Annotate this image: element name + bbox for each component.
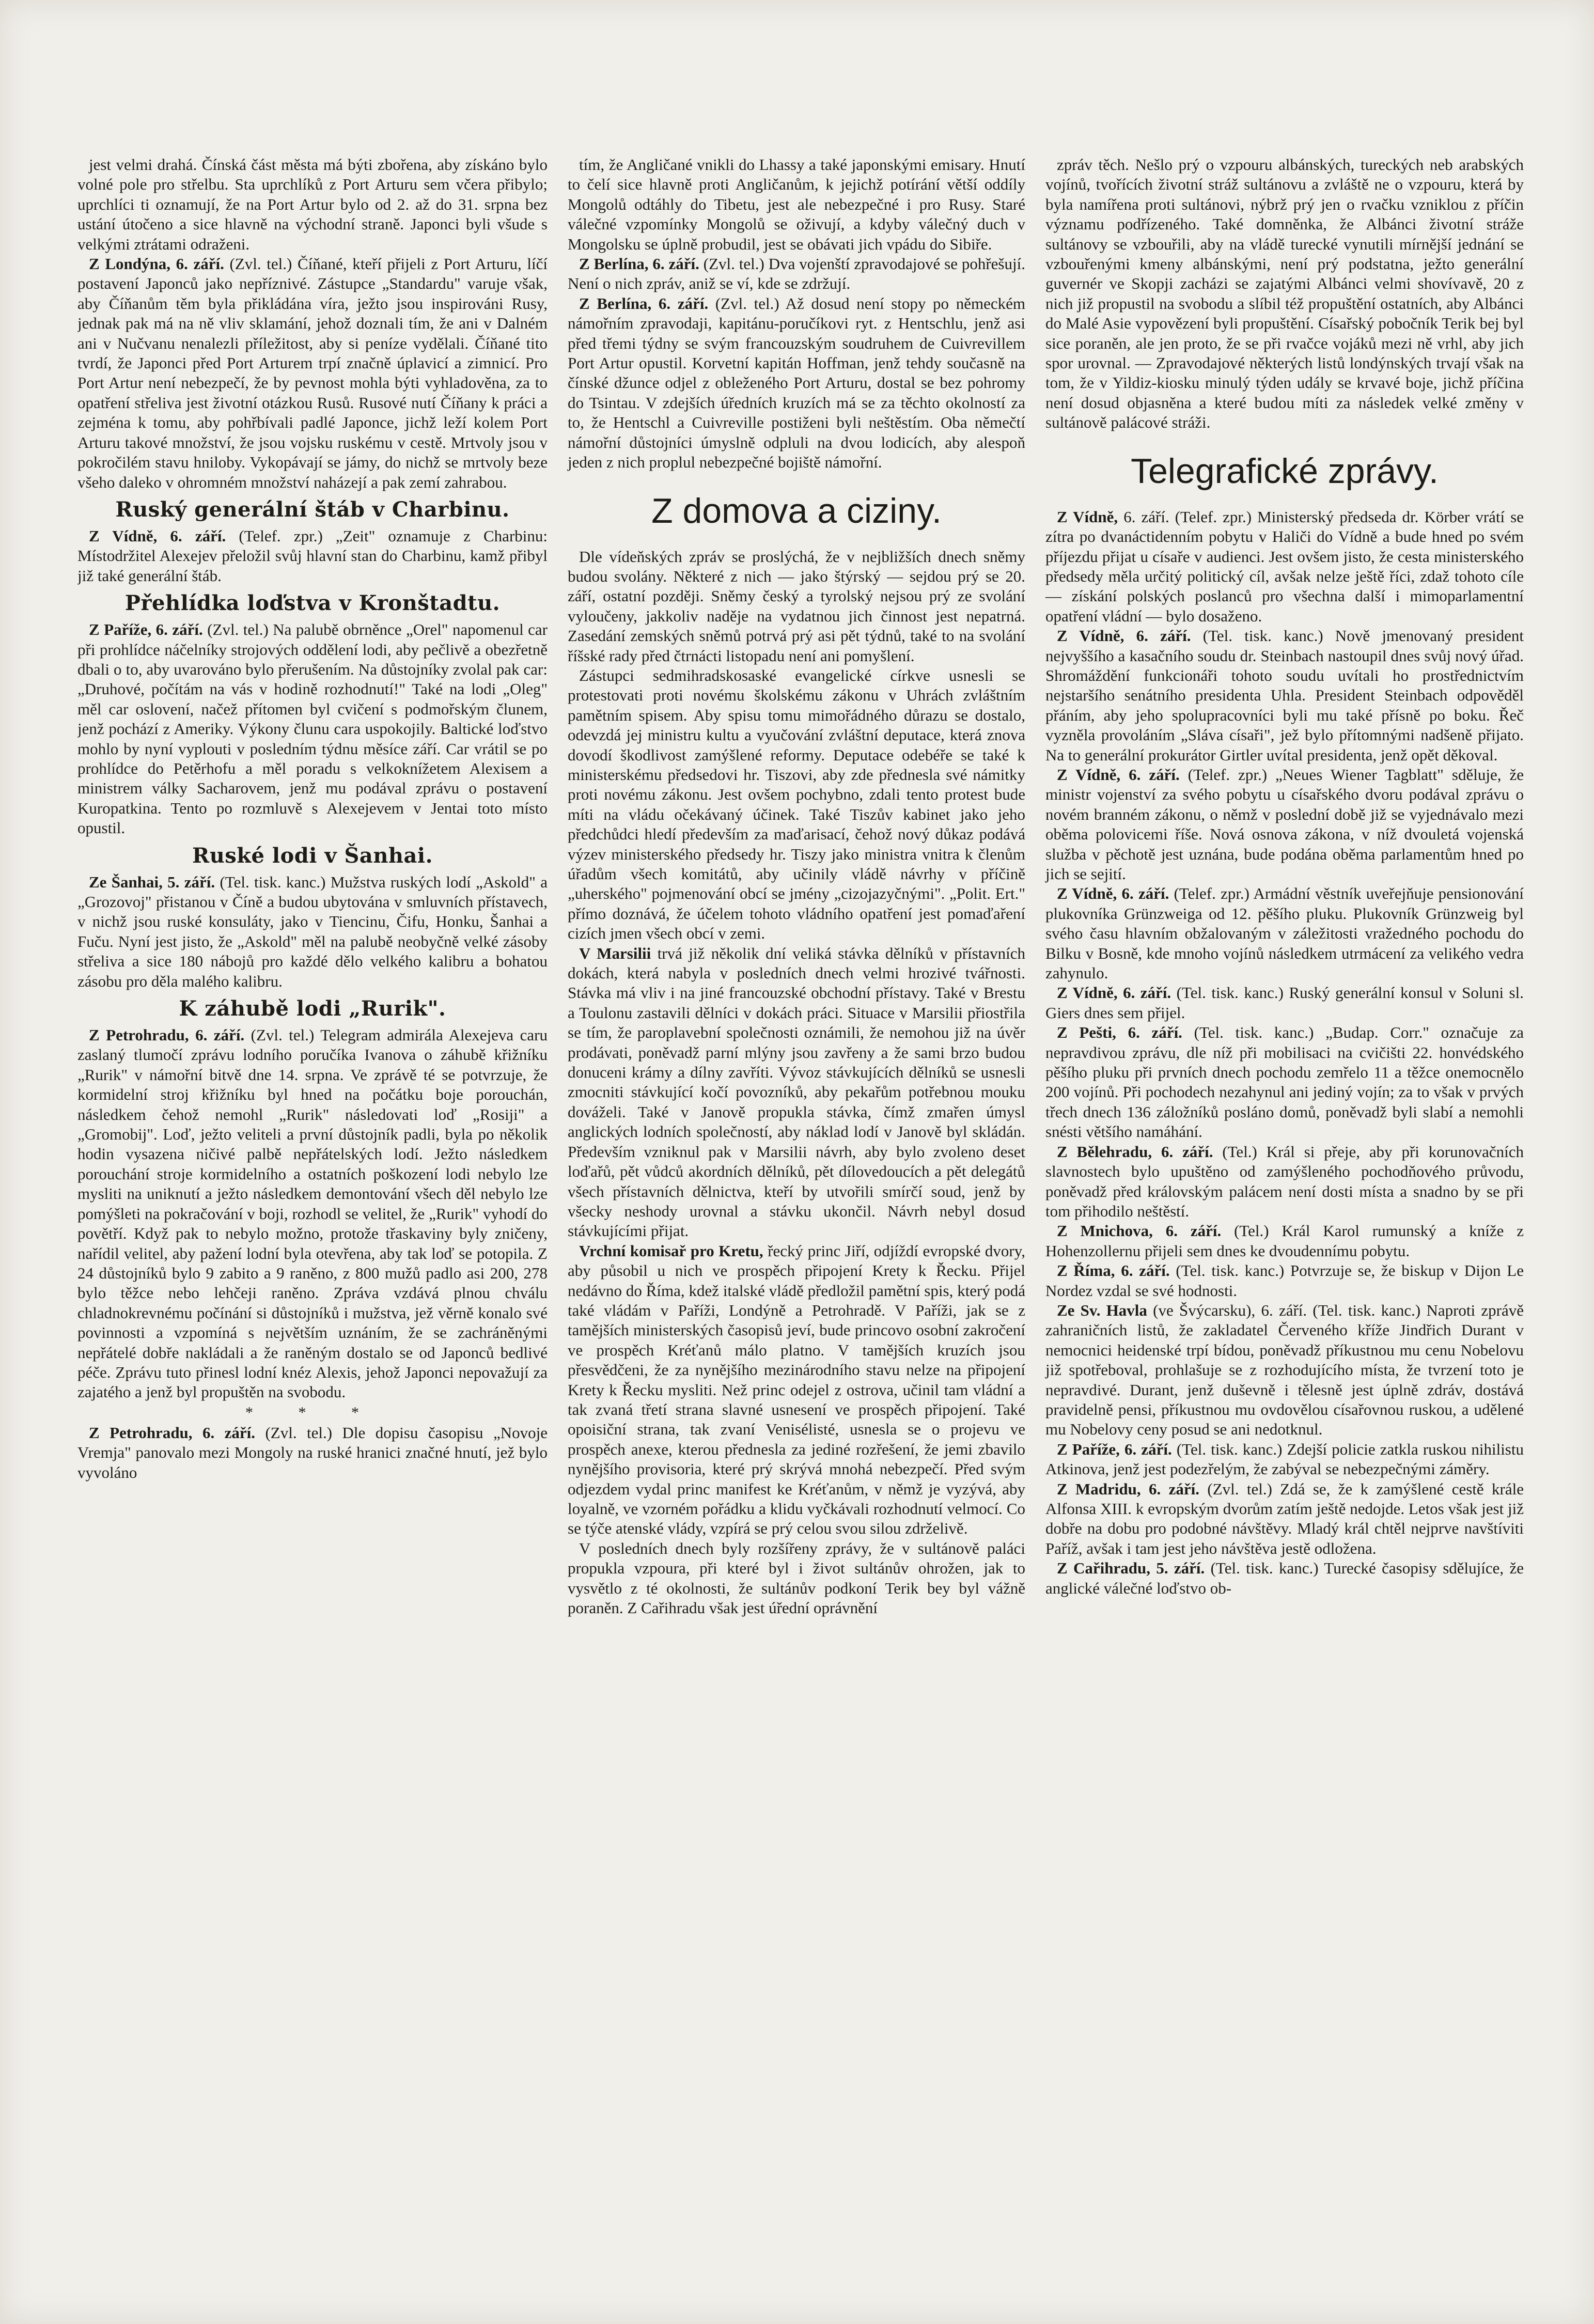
article-rurik: [77, 1025, 548, 1402]
article-text: (Tel. tisk. kanc.) Mužstva ruských lodí „Askold" a „Grozovoj" přistanou v Číně a budou ubytována v smluvních přístavech, v nichž jsou ruské konsuláty, jako v Tiencinu, Čifu, Honku, Šanhai a Fuču. Nyní jest jisto, že „Askold" měl na palubě neobyčně velké zásoby střeliva a sice 180 nábojů pro každé dělo velkého kalibru a bohatou zásobu pro děla malého kalibru.: [77, 872, 548, 990]
headline-rurik: K záhubě lodi „Rurik".: [179, 996, 446, 1021]
dateline: Z Petrohradu, 6. září.: [89, 1026, 245, 1044]
article-text: (Zvl. tel.) Číňané, kteří přijeli z Port Arturu, líčí postavení Japonců jako nepříznivé. Zástupce „Standardu" varuje však, aby Číňanům těm byla přikládána víra, ježto jsou inspirováni Rusy, jednak pak má na ně vliv sklamání, jehož doznali tím, že ani v Dalném ani v Nučvanu nenalezli příležitost, aby si peníze vydělali. Číňané tito tvrdí, že Japonci před Port Arturem trpí značně úplavicí a zimnicí. Pro Port Artur není nebezpečí, že by pevnost mohla býti vyhladověna, za to opatření střeliva jest životní otázkou Rusů. Rusové nutí Číňany k práci a zejména k tomu, aby pohřbívali padlé Japonce, jichž leží kolem Port Arturu takové množství, že jsou vojsku ruskému v cestě. Mrtvoly jsou v pokročilém stavu hniloby. Vykopávají se jámy, do nichž se mrtvoly beze všeho daleko v ohromném množství naházejí a pak zemí zahrabou.: [77, 255, 548, 491]
article-ships-shanghai: [77, 872, 548, 991]
dateline: Z Berlína, 6. září.: [579, 255, 699, 273]
dateline: Z Paříže, 6. září.: [89, 620, 203, 639]
article-text: (Zvl. tel.) Dva vojenští zpravodajové se pohřešují. Není o nich zpráv, aniž se ví, kde se zdržují.: [568, 255, 1025, 293]
telegram-st-gallen: [1045, 1301, 1524, 1440]
dateline: Z Pešti, 6. září.: [1057, 1023, 1182, 1042]
dateline: Z Cařihradu, 5. září.: [1057, 1559, 1205, 1578]
dateline: Z Vídně, 6. září.: [89, 526, 226, 545]
article-text: (Tel. tisk. kanc.) „Budap. Corr." označuje za nepravdivou zprávu, dle níž při mobilisaci na cvičišti 22. honvédského pěšího pluku při prvních dnech pochodu zemřelo 11 a těžce onemocnělo 200 vojínů. Při pochodech nezahynul ani jediný vojín; za to však v prvých třech dnech 136 záložníků posláno domů, poněvadž byli slabí a nemohli snésti většího namáhání.: [1045, 1023, 1524, 1141]
article-sultan-continued: zpráv těch. Nešlo prý o vzpouru albánských, tureckých neb arabských vojínů, tvořících životní stráž sultánovu a zvláště ne o vzpouru, která by byla namířena proti sultánovi, nýbrž prý jen o rvačku vzniklou z příčin významu podřízeného. Také domněnka, že Albánci životní stráže sultánovy se vzbouřili, aby na vládě turecké vynutili mírnější jednání se vzbouřenými kmeny albánskými, není prý podstatna, ježto generální guvernér ve Skopji zacházi se zajatými Albánci velmi shovívavě, 20 z nich již propustil na svobodu a slíbil též propuštění ostatních, aby Albánci do Malé Asie vypovězení byli propuštění. Císařský pobočník Terik bej byl sice poraněn, ale jen proto, že se při rvačce vojáků mezi ně vrhl, aby jich spor urovnal. — Zpravodajové některých listů londýnských trvají však na tom, že v Yildiz-kiosku minulý týden udály se krvavé boje, jichž příčina není dosud objasněna a které budou míti za následek velké změny v sultánově palácové stráži.: [1045, 155, 1524, 432]
article-text: trvá již několik dní veliká stávka dělníků v přístavních dokách, která nabyla v posledních dnech velmi hrozivé tvářnosti. Stávka má vliv i na jiné francouzské obchodní přístavy. Také v Brestu a Toulonu zastavili dělníci v dokách práci. Situace v Marsilii přiostřila se tím, že paroplavební společnosti oznámili, že nemohou již na úvěr prodávati, poněvadž parní mlýny jsou zavřeny a že sami brzo budou donuceni krámy a dílny zavříti. Vývoz stávkujících dělníků se usnesli zmocniti stávkující kočí povozníků, aby pekařům potřebnou mouku dováželi. Také v Janově propukla stávka, čímž zmařen úmysl anglických lodních společností, aby náklad lodí v Janově byl skládán. Především vzniknul pak v Marsilii návrh, aby bylo zvoleno deset loďařů, pět vůdců akordních dělníků, pět dílovedoucích a pět delegátů všech přístavních dělnictva, kteří by utvořili smírčí soud, jenž by všecky neshody urovnal a stávku ukončil. Návrh nebyl dosud stávkujícími přijat.: [568, 944, 1025, 1240]
dateline: Z Londýna, 6. září.: [89, 255, 224, 273]
article-text: (Tel. tisk. kanc.) Nově jmenovaný president nejvyššího a kasačního soudu dr. Steinbach nastoupil dnes svůj nový úřad. Shromáždění funkcionáři tohoto soudu uvítali ho prostřednictvím nejstaršího senátního presidenta Uhla. President Steinbach odpověděl přáním, aby jeho spolupracovníci byli mu také přísně po boku. Řeč vyzněla provoláním „Sláva císaři", jež bylo přítomnými nadšeně přijato. Na to generální prokurátor Girtler uvítal presidenta, jenž opět děkoval.: [1045, 627, 1524, 764]
article-mongols-continued: tím, že Angličané vnikli do Lhassy a také japonskými emisary. Hnutí to čelí sice hlavně proti Angličanům, k jejichž potírání větší oddíly Mongolů odtáhly do Tibetu, jest ale nebezpečné i pro Rusy. Staré válečné vzpomínky Mongolů se oživují, a kdyby válečný duch v Mongolsku se úplně probudil, jest se obávati jich vpádu do Sibiře.: [568, 155, 1025, 253]
article-text: řecký princ Jiří, odjíždí evropské dvory, aby působil u nich ve prospěch připojení Krety k Řecku. Přijel nedávno do Říma, kdež italské vládě předložil pamětní spis, který podá také vládám v Paříži, Londýně a Petrohradě. V Paříži, jak se z tamějších ministerských časopisů jeví, bude princovo osobní zakročení ve prospěch Kréťanů málo platno. V tamějších kruzích jsou přesvědčeni, že za nynějšího mezinárodního stavu nelze na připojení Krety k Řecku mysliti. Než princ odejel z ostrova, učinil tam vládní a tak zvaná třetí strana slavné usnesení ve prospěch připojení. Také opoisiční strana, tak zvaní Venisélisté, usnesla se o projevu ve prospěch anexe, kterou přednesla za jediné rozřešení, že jemi zbavilo nynějšího provisoria, které prý skrývá mnohá nebezpečí. Před svým odjezdem vydal princ manifest ke Kréťanům, v němž je vyzývá, aby loyalně, ve vzorném pořádku a klidu vyčkávali rozhodnutí velmocí. Co se týče atenské vlády, vzpírá se prý celou svou silou zdrželivě.: [568, 1241, 1025, 1538]
article-text: (Telef. zpr.) „Zeit" oznamuje z Charbinu: Místodržitel Alexejev přeložil svůj hlavní stan do Charbinu, kamž přibyl již také generální štáb.: [77, 526, 548, 585]
section-divider-stars: * * *: [245, 1403, 380, 1421]
dateline: Z Vídně, 6. září.: [1057, 884, 1169, 903]
telegram-constantinople: [1045, 1558, 1524, 1598]
dateline: Z Madridu, 6. září.: [1057, 1479, 1200, 1498]
article-sultan-palace: V posledních dnech byly rozšířeny zprávy, že v sultánově paláci propukla vzpoura, při které byl i život sultánův ohrožen, jak to vysvětlo z té okolnosti, že sultánův podkoní Terik bey byl vážně poraněn. Z Cařihradu však jest úřední oprávnění: [568, 1539, 1025, 1617]
article-port-artur-continued: jest velmi drahá. Čínská část města má býti zbořena, aby získáno bylo volné pole pro střelbu. Sta uprchlíků z Port Arturu sem včera přibylo; uprchlíci ti oznamují, že na Port Artur bylo od 2. až do 31. srpna bez ustání útočeno a sice hlavně na východní straně. Japonci byli všude s velkými ztrátami odraženi.: [77, 155, 548, 253]
headline-general-staff: Ruský generální štáb v Charbinu.: [115, 497, 510, 522]
article-text: (Telef. zpr.) „Neues Wiener Tagblatt" sděluje, že ministr vojenství za svého pobytu u císařského dvoru podával zprávu o novém branném zákonu, o němž v poslední době již se vyjednávalo mezi oběma polovicemi říše. Nová osnova zákona, v níž dvouletá vojenská služba v pěchotě jest uznána, bude podána oběma parlamentům hned po jich se sejití.: [1045, 765, 1524, 883]
dateline: Z Vídně, 6. září.: [1057, 627, 1191, 645]
dateline: Z Paříže, 6. září.: [1057, 1440, 1172, 1458]
article-text: (Zvl. tel.) Zdá se, že k zamýšlené cestě krále Alfonsa XIII. k evropským dvorům zatím ještě nedojde. Letos však jest již dobře na dobu pro podobné návštěvy. Mladý král chtěl nejprve navštíviti Paříž, avšak i tam jest jeho návštěva jestě odložena.: [1045, 1479, 1524, 1557]
article-text: (Tel. tisk. kanc.) Zdejší policie zatkla ruskou nihilistu Atkinova, jenž jest podezřelým, že zabýval se nebezpečnými záměry.: [1045, 1440, 1524, 1478]
dateline: Z Vídně, 6. září.: [1057, 984, 1171, 1002]
telegram-korber: [1045, 507, 1524, 626]
telegram-munich: [1045, 1221, 1524, 1261]
telegram-steinbach: [1045, 626, 1524, 765]
telegram-pest: [1045, 1023, 1524, 1142]
headline-fleet-review: Přehlídka loďstva v Kronštadtu.: [124, 591, 501, 616]
telegram-belgrade: [1045, 1142, 1524, 1222]
article-berlin-hentschl: [568, 294, 1025, 473]
article-mongols: [77, 1423, 548, 1483]
dateline: Z Vídně, 6. září.: [1057, 765, 1180, 784]
article-text: (Tel.) Král Karol rumunský a kníže z Hohenzollernu přijeli sem dnes ke dvoudennímu pobytu.: [1045, 1222, 1524, 1260]
article-fleet-review: [77, 620, 548, 838]
dateline: Vrchní komisař pro Kretu,: [579, 1241, 763, 1260]
article-text: (Tel.) Král si přeje, aby při korunovačních slavnostech bylo upuštěno od zamýšleného pochodňového průvodu, poněvadž před královským palácem není dosti místa a snadno by se při tom přihodilo neštěstí.: [1045, 1142, 1524, 1220]
article-text: (Tel. tisk. kanc.) Turecké časopisy sdělujíce, že anglické válečné loďstvo ob-: [1045, 1559, 1524, 1597]
newspaper-columns: [77, 155, 1524, 2288]
telegram-giers: [1045, 983, 1524, 1023]
article-text: (Tel. tisk. kanc.) Potvrzuje se, že biskup v Dijon Le Nordez vzdal se své hodnosti.: [1045, 1261, 1524, 1300]
article-crete: [568, 1241, 1025, 1539]
article-text: (Zvl. tel.) Telegram admirála Alexejeva caru zaslaný tlumočí zprávu lodního poručíka Ivanova o záhubě křižníku „Rurik" v námořní bitvě dne 14. srpna. Ve zprávě té se potvrzuje, že kormidelní stroj křižníku byl hned na počátku boje porouchán, následkem čehož nemohl „Rurik" následovati loď „Rosiji" a „Gromobij". Loď, ježto veliteli a první důstojník padli, byla po několik hodin vysazena ničivé palbě nepřátelských lodí. Ježto následkem porouchání stroje kormidelního a ostatních poškození lodi nebylo lze mysliti na uniknutí a ježto následkem demontování všech děl nebylo lze pomýšleti na pokračování v boji, rozhodl se velitel, že „Rurik" vyhodí do povětří. Když pak to nebylo možno, protože třaskaviny byly zničeny, nařídil velitel, aby pažení lodní byla otevřena, aby tak loď se potopila. Z 24 důstojníků bylo 9 zabito a 9 raněno, z 800 mužů padlo asi 200, 278 bylo těžce nebo lehčeji raněno. Zpráva vzdává plnou chválu chladnokrevnému počínání si důstojníků i mužstva, jež věrně konalo své povinnosti a vzpomíná s největším uznáním, že se zachráněnými nepřátelé dobře nakládali a že raněným dostalo se od Japonců bedlivé péče. Zprávu tuto přinesl lodní knéz Alexis, jehož Japonci nepovažují za zajatého a jenž byl propuštěn na svobodu.: [77, 1026, 548, 1401]
article-text: (Telef. zpr.) Armádní věstník uveřejňuje pensionování plukovníka Grünzweiga od 12. pěšího pluku. Plukovník Grünzweig byl svého času hlavním obžalovaným v záležitosti vražedného pochodu do Bilku v Bosně, kde mnoho vojínů následkem utrmácení za velikého vedra zahynulo.: [1045, 884, 1524, 982]
headline-ships-shanghai: Ruské lodi v Šanhai.: [192, 843, 433, 868]
section-title-home-abroad: Z domova a ciziny.: [651, 491, 942, 531]
telegram-madrid: [1045, 1479, 1524, 1559]
article-school-law: Zástupci sedmihradskosaské evangelické církve usnesli se protestovati proti novému školskému zákonu v Uhrách zvláštním pamětním spisem. Aby spisu tomu mimořádného důrazu se dostalo, odevzdá jej ministru kultu a vyučování zvláštní deputace, která znova dovodí škodlivost zamýšlené reformy. Deputace odebéře se také k ministerskému předsedovi hr. Tiszovi, aby zde přednesla své námitky proti novému zákonu. Jest ovšem pochybno, zdali tento protest bude míti na vládu očekávaný účinek. Také Tiszův kabinet jako jeho předchůdci hledí především za maďarisací, čehož nový důkaz podává výzev ministerského předsedy hr. Tiszy jako ministra vnitra k členům úřadům všech komitátů, aby učinily vládě návrhy v příčině „uherského" pojmenování obcí se jmény „cizojazyčnými". „Polit. Ert." přímo doznává, že účelem tohoto vládního opatření jest pomaďaření cizích jmen všech obcí v zemi.: [568, 666, 1025, 943]
telegram-grunzweig: [1045, 884, 1524, 983]
dateline: Ze Šanhai, 5. září.: [89, 872, 215, 891]
dateline: Ze Sv. Havla: [1057, 1301, 1147, 1319]
telegram-army-law: [1045, 765, 1524, 884]
section-title-telegraphic-news: Telegrafické zprávy.: [1131, 451, 1439, 491]
article-london-chinese: [77, 254, 548, 492]
article-text: (Zvl. tel.) Až dosud není stopy po německém námořním zpravodaji, kapitánu-poručíkovi ryt. z Hentschlu, jenž asi před třemi týdny se svým francouzským soudruhem de Cuivrevillem Port Artur opustil. Korvetní kapitán Hoffman, jenž tehdy současně na čínské džunce odjel z obleženého Port Arturu, dostal se bez pohromy do Tsintau. V zdejších úředních kruzích má se za těchto okolností za to, že Hentschl a Cuivreville postiženi byli neštěstím. Oba němečtí námořní důstojníci úmyslně odpluli na dvou lodicích, aby alespoň jeden z nich proplul nebezpečné bojiště námořní.: [568, 294, 1025, 472]
article-text: (Tel. tisk. kanc.) Ruský generální konsul v Soluni sl. Giers dnes sem přijel.: [1045, 984, 1524, 1022]
telegram-rome: [1045, 1261, 1524, 1301]
telegram-paris: [1045, 1440, 1524, 1479]
dateline: Z Vídně,: [1057, 507, 1118, 526]
column-middle: [566, 155, 1025, 2288]
article-text: (Zvl. tel.) Dle dopisu časopisu „Novoje Vremja" panovalo mezi Mongoly na ruské hranici značné hnutí, jež bylo vyvoláno: [77, 1423, 548, 1481]
column-right: [1043, 155, 1524, 2288]
article-berlin-reporters: [568, 254, 1025, 294]
dateline: Z Berlína, 6. září.: [579, 294, 709, 313]
dateline: Z Mnichova, 6. září.: [1057, 1222, 1222, 1240]
dateline: Z Bělehradu, 6. září.: [1057, 1142, 1213, 1161]
article-marseille-strike: [568, 944, 1025, 1241]
dateline: V Marsilii: [579, 944, 651, 962]
dateline: Z Říma, 6. září.: [1057, 1261, 1170, 1280]
dateline: Z Petrohradu, 6. září.: [89, 1423, 256, 1442]
article-text: (ve Švýcarsku), 6. září. (Tel. tisk. kanc.) Naproti zprávě zahraničních listů, že zakladatel Červeného kříže Jindřich Durant v nemocnici heidenské trpí bídou, poněvadž příkustnou mu cenu Nobelovu již spotřeboval, prohlašuje se z rozhodujícího místa, že tvrzení toto je nepravdivé. Durant, jenž duševně i tělesně jest úplně zdráv, dostává pravidelně pensi, příkustnou mu ovdovělou císařovnou ruskou, a udělené mu Nobelovy ceny posud se ani nedotknul.: [1045, 1301, 1524, 1439]
article-general-staff: [77, 526, 548, 586]
article-diets: Dle vídeňských zpráv se proslýchá, že v nejbližších dnech sněmy budou svolány. Některé z nich — jako štýrský — sejdou prý se 20. září, ostatní později. Sněmy český a tyrolský nejsou prý ze svolání vyloučeny, jakkoliv naděje na vydatnou jich činnost jest nepatrná. Zasedání zemských sněmů potrvá prý asi pět týdnů, také to na svolání říšské rady před čtrnácti listopadu není ani pomyšlení.: [568, 547, 1025, 665]
column-left: [77, 155, 548, 2288]
article-text: (Zvl. tel.) Na palubě obrněnce „Orel" napomenul car při prohlídce náčelníky strojových oddělení lodi, aby pečlivě a obezřetně dbali o to, aby uvarováno bylo přerušením. Na důstojníky zvolal pak car: „Druhové, počítám na vás v hodině rozhodnutí!" Také na lodi „Oleg" měl car oslovení, načež přítomen byl cvičení s podmořským člunem, jenž pochází z Ameriky. Výkony člunu cara uspokojily. Baltické loďstvo mohlo by nyní vyplouti v posledním týdnu měsíce září. Car vrátil se po prohlídce do Petěrhofu a měl poradu s velkoknížetem Alexisem a ministrem války Sacharovem, jenž mu podával zprávu o postavení Kuropatkina. Tento po rozmluvě s Alexejevem v Jentai toto místo opustil.: [77, 620, 548, 837]
article-text: 6. září. (Telef. zpr.) Ministerský předseda dr. Körber vrátí se zítra po dvanáctidenním pobytu v Haliči do Vídně a bude hned po svém příjezdu přijat u císaře v audienci. Jest ovšem jisto, že cesta ministerského předsedy měla určitý politický cíl, avšak nelze ještě říci, zdaž tohoto cíle — získání polských poslanců pro všechna další i mimoparlamentní opatření vládní — bylo dosaženo.: [1045, 507, 1524, 625]
